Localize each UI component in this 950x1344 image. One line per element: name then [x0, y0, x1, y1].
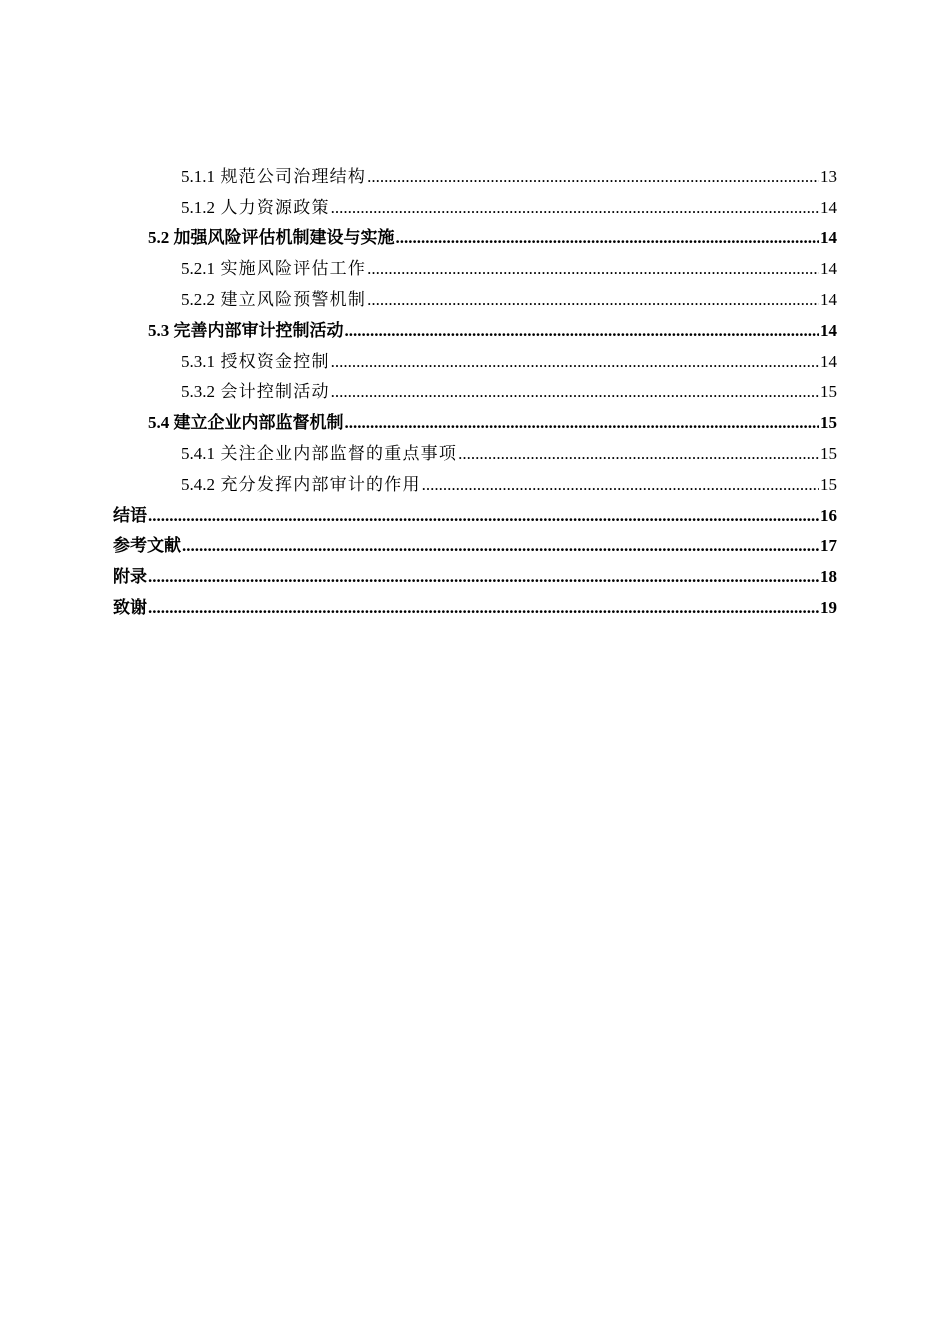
toc-dot-leader [148, 566, 819, 588]
toc-page-number: 15 [820, 443, 837, 463]
toc-entry-title: 完善内部审计控制活动 [173, 320, 344, 340]
toc-page-number: 14 [820, 289, 837, 309]
toc-entry-5-2-2[interactable] [0, 280, 950, 311]
toc-entry-label [181, 474, 421, 496]
toc-page-number: 18 [820, 567, 837, 587]
toc-dot-leader [367, 166, 819, 188]
toc-entry-title: 结语 [113, 505, 147, 525]
toc-page-number: 14 [820, 228, 837, 248]
toc-entry-number: 5.2.2 [181, 289, 215, 309]
toc-entry-number: 5.3.2 [181, 382, 215, 402]
toc-entry-label [181, 289, 366, 311]
toc-entry-title: 授权资金控制 [220, 351, 330, 371]
toc-entry-5-4[interactable] [0, 403, 950, 434]
toc-entry-label [148, 227, 395, 249]
toc-entry-title: 规范公司治理结构 [220, 166, 367, 186]
toc-entry-5-1-1[interactable] [0, 157, 950, 188]
toc-entry-label [148, 320, 344, 342]
toc-dot-leader [345, 320, 820, 342]
toc-entry-5-3-2[interactable] [0, 373, 950, 404]
toc-entry-title: 建立企业内部监督机制 [173, 413, 344, 433]
toc-page-number: 14 [820, 197, 837, 217]
toc-entry-label [181, 258, 366, 280]
toc-dot-leader [422, 474, 819, 496]
toc-dot-leader [396, 227, 820, 249]
toc-dot-leader [458, 443, 819, 465]
toc-entry-number: 5.4 [148, 413, 170, 433]
toc-entry-title: 人力资源政策 [220, 197, 330, 217]
toc-entry-number: 5.4.1 [181, 443, 215, 463]
toc-entry-5-3[interactable] [0, 311, 950, 342]
toc-entry-5-3-1[interactable] [0, 342, 950, 373]
toc-page-number: 13 [820, 166, 837, 186]
toc-entry-conclusion[interactable] [0, 496, 950, 527]
toc-dot-leader [331, 197, 819, 219]
toc-entry-title: 参考文献 [113, 536, 181, 556]
toc-entry-acknowledgements[interactable] [0, 588, 950, 619]
toc-entry-label [181, 197, 330, 219]
toc-entry-5-1-2[interactable] [0, 188, 950, 219]
toc-entry-5-4-2[interactable] [0, 465, 950, 496]
toc-entry-number: 5.1.2 [181, 197, 215, 217]
toc-page-number: 15 [820, 382, 837, 402]
toc-dot-leader [148, 505, 819, 527]
toc-page-number: 15 [820, 474, 837, 494]
toc-entry-5-2-1[interactable] [0, 249, 950, 280]
toc-entry-title: 会计控制活动 [220, 382, 330, 402]
toc-entry-references[interactable] [0, 527, 950, 558]
toc-entry-title: 建立风险预警机制 [220, 289, 367, 309]
toc-entry-5-2[interactable] [0, 219, 950, 250]
toc-page-number: 14 [820, 259, 837, 279]
toc-entry-title: 附录 [113, 567, 147, 587]
toc-entry-number: 5.3 [148, 320, 170, 340]
toc-dot-leader [367, 258, 819, 280]
toc-entry-appendix[interactable] [0, 557, 950, 588]
toc-page-number: 17 [820, 536, 837, 556]
toc-dot-leader [331, 381, 819, 403]
toc-dot-leader [331, 351, 819, 373]
toc-page-number: 14 [820, 351, 837, 371]
toc-entry-title: 实施风险评估工作 [220, 259, 367, 279]
toc-page-number: 16 [820, 505, 837, 525]
toc-page-number: 14 [820, 320, 837, 340]
toc-entry-label [181, 443, 457, 465]
toc-dot-leader [182, 535, 819, 557]
toc-dot-leader [345, 412, 820, 434]
toc-entry-5-4-1[interactable] [0, 434, 950, 465]
toc-entry-number: 5.1.1 [181, 166, 215, 186]
table-of-contents [0, 157, 950, 619]
toc-entry-label [181, 351, 330, 373]
toc-page-number: 19 [820, 597, 837, 617]
toc-entry-label [148, 412, 344, 434]
toc-page-number: 15 [820, 413, 837, 433]
toc-entry-label [181, 381, 330, 403]
toc-entry-number: 5.4.2 [181, 474, 215, 494]
toc-entry-title: 关注企业内部监督的重点事项 [220, 443, 458, 463]
toc-entry-title: 致谢 [113, 597, 147, 617]
toc-dot-leader [367, 289, 819, 311]
toc-entry-title: 充分发挥内部审计的作用 [220, 474, 421, 494]
toc-entry-number: 5.2 [148, 228, 170, 248]
toc-entry-number: 5.2.1 [181, 259, 215, 279]
toc-dot-leader [148, 597, 819, 619]
toc-entry-label [181, 166, 366, 188]
toc-entry-title: 加强风险评估机制建设与实施 [173, 228, 395, 248]
toc-entry-number: 5.3.1 [181, 351, 215, 371]
